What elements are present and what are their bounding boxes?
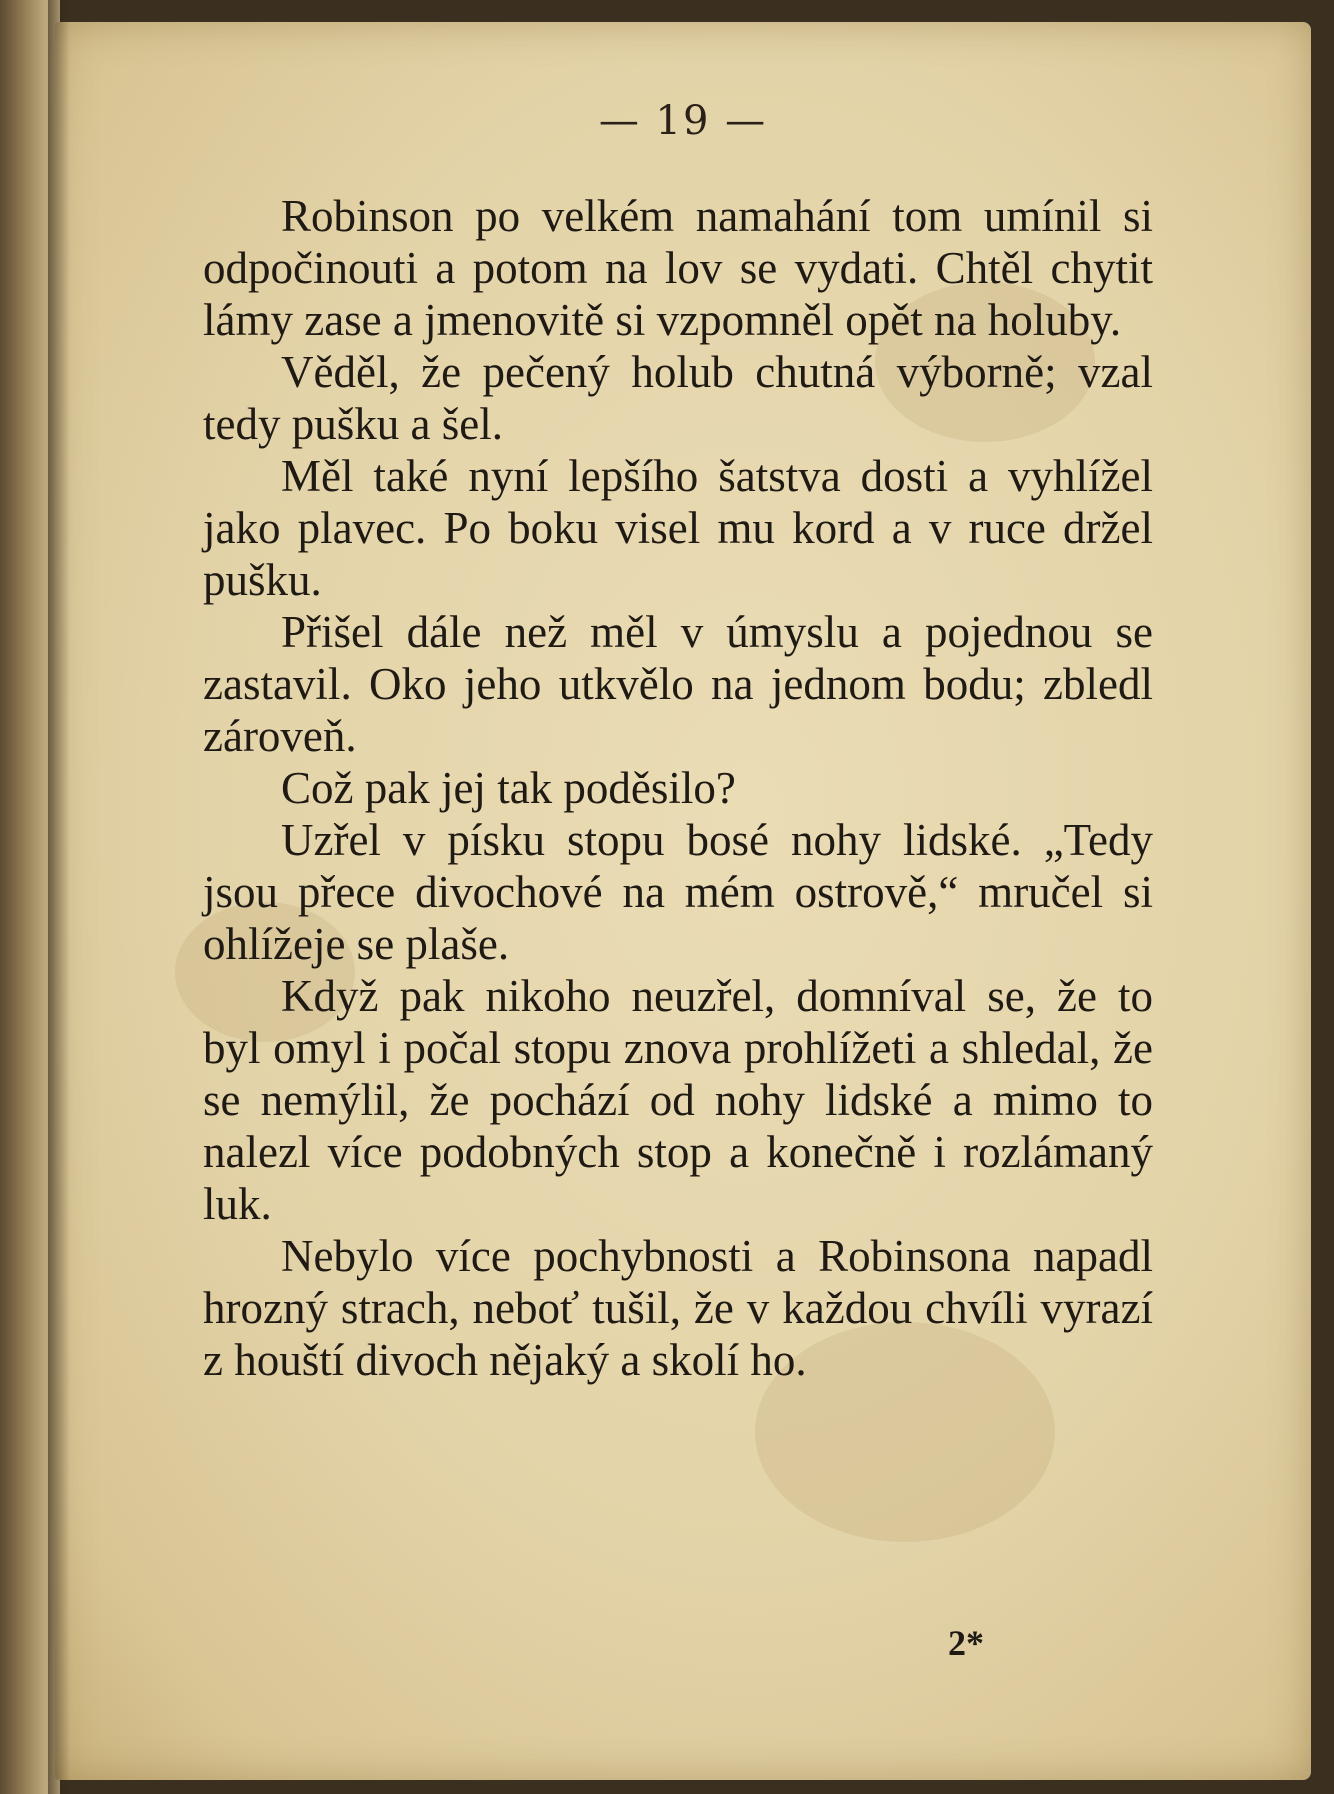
paragraph: Věděl, že pečený holub chutná výborně; vzal tedy pušku a šel. (203, 347, 1153, 449)
page-number: — 19 — (598, 98, 768, 144)
paragraph: Robinson po velkém namahání tom umínil si odpočinouti a potom na lov se vydati. Chtěl chytit lámy zase a jmenovitě si vzpomněl opět na holuby. (203, 191, 1153, 345)
paragraph: Měl také nyní lepšího šatstva dosti a vyhlížel jako plavec. Po boku visel mu kord a v ruce držel pušku. (203, 451, 1153, 605)
body-text (203, 190, 1153, 1386)
printer-signature-mark: 2* (948, 1623, 984, 1663)
spine-shadow (48, 0, 70, 1794)
paragraph: Uzřel v písku stopu bosé nohy lidské. „Tedy jsou přece divochové na mém ostrově,“ mručel si ohlížeje se plaše. (203, 815, 1153, 969)
paragraph: Když pak nikoho neuzřel, domníval se, že to byl omyl i počal stopu znova prohlížeti a shledal, že se nemýlil, že pochází od nohy lidské a mimo to nalezl více podobných stop a konečně i rozlámaný luk. (203, 971, 1153, 1229)
paragraph: Přišel dále než měl v úmyslu a pojednou se zastavil. Oko jeho utkvělo na jednom bodu; zbledl zároveň. (203, 607, 1153, 761)
paragraph: Nebylo více pochybnosti a Robinsona napadl hrozný strach, neboť tušil, že v každou chvíli vyrazí z houští divoch nějaký a skolí ho. (203, 1231, 1153, 1385)
book-page (55, 22, 1311, 1780)
paragraph: Což pak jej tak poděsilo? (281, 763, 736, 813)
